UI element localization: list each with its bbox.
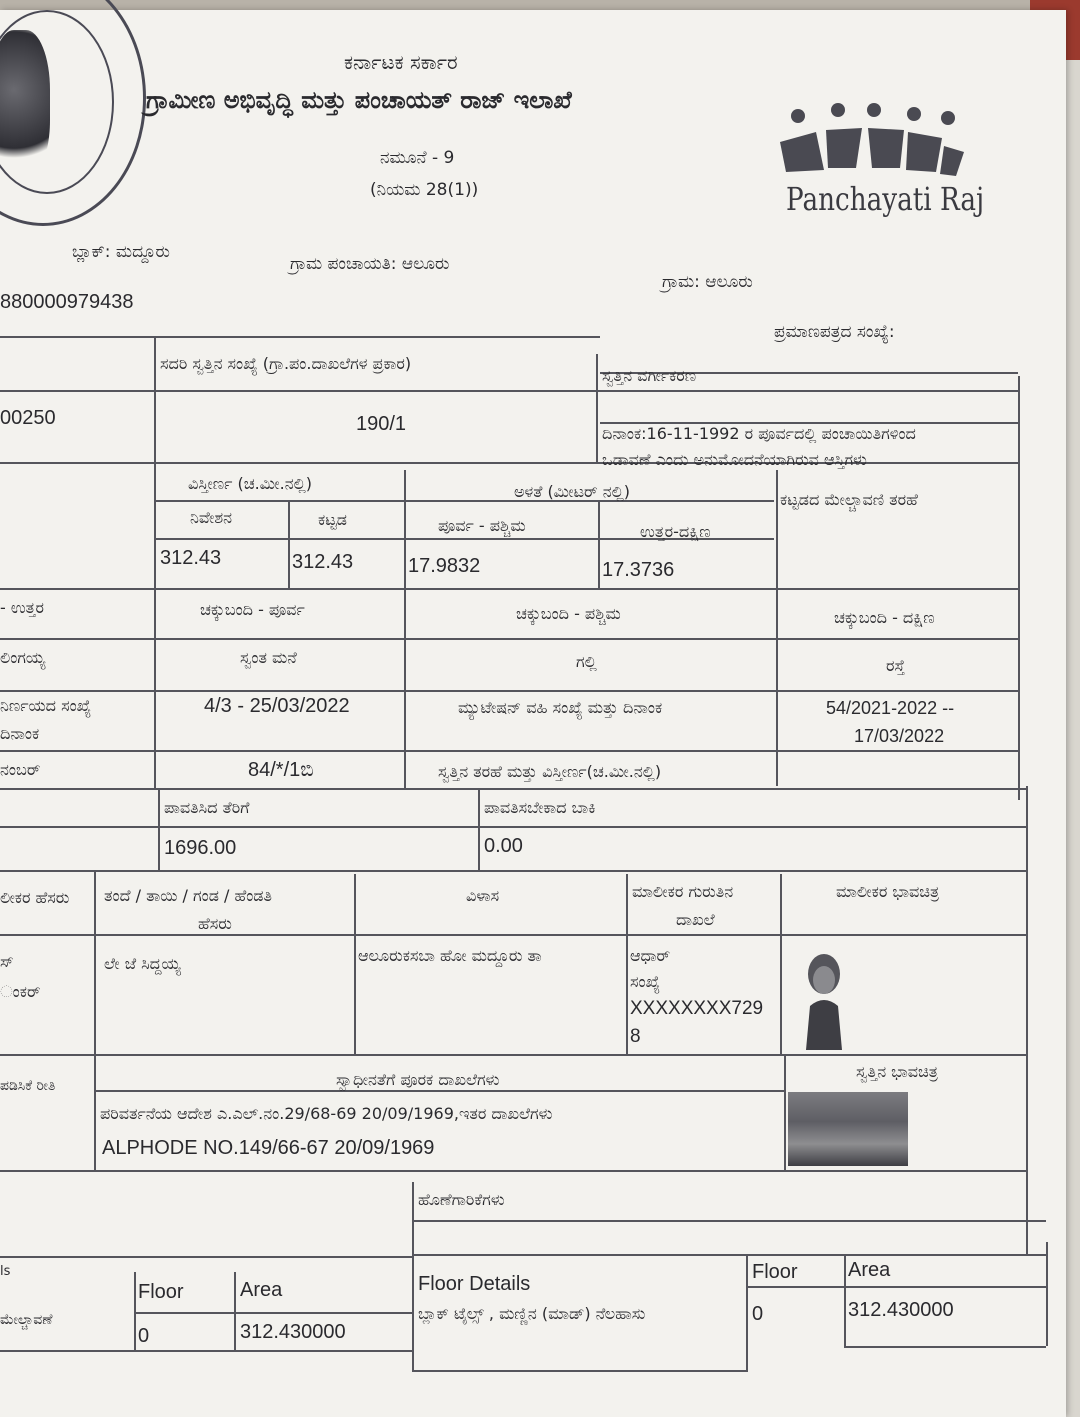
mutation-value-1: 54/2021-2022 -- — [826, 698, 955, 718]
grid-line — [0, 1256, 412, 1258]
rule-number: (ನಿಯಮ 28(1)) — [370, 180, 479, 200]
property-id: 880000979438 — [0, 291, 134, 313]
west-boundary-value: ಗಲ್ಲಿ — [576, 652, 597, 671]
acquisition-line-2: ALPHODE NO.149/66-67 20/09/1969 — [102, 1137, 435, 1159]
grid-line — [626, 874, 628, 1054]
owner-id-line-1: ಆಧಾರ್ — [630, 946, 671, 965]
roof-type-label: ಕಟ್ಟಡದ ಮೇಲ್ಚಾವಣಿ ತರಹೆ — [780, 490, 918, 509]
gram-panchayat-label: ಗ್ರಾಮ ಪಂಚಾಯತಿ: ಆಲೂರು — [290, 254, 450, 274]
east-boundary-value: ಸ್ವಂತ ಮನೆ — [240, 648, 297, 667]
mutation-value-2: 17/03/2022 — [854, 726, 945, 746]
property-photo-label: ಸ್ವತ್ತಿನ ಭಾವಚಿತ್ರ — [856, 1062, 938, 1081]
grid-line — [0, 934, 1026, 936]
grid-line — [134, 1312, 412, 1314]
document-page — [0, 10, 1066, 1417]
east-boundary-label: ಚಕ್ಕುಬಂದಿ - ಪೂರ್ವ — [200, 600, 305, 619]
property-type-label: ಸ್ವತ್ತಿನ ತರಹೆ ಮತ್ತು ವಿಸ್ತೀರ್ಣ(ಚ.ಮೀ.ನಲ್ಲಿ) — [438, 762, 662, 781]
north-south-value: 17.3736 — [602, 559, 675, 581]
west-boundary-label: ಚಕ್ಕುಬಂದಿ - ಪಶ್ಚಿಮ — [516, 604, 621, 623]
block-label: ಬ್ಲಾಕ್: ಮದ್ದೂರು — [72, 242, 170, 262]
owner-photo-label: ಮಾಲೀಕರ ಭಾವಚಿತ್ರ — [836, 882, 940, 901]
owner-name-part-2: ಂಕರ್ — [0, 982, 41, 1001]
north-boundary-label: - ಉತ್ತರ — [0, 598, 44, 617]
site-label: ನಿವೇಶನ — [190, 508, 233, 527]
owner-id-line-3: XXXXXXXX729 — [630, 998, 764, 1019]
logo-text: Panchayati Raj — [786, 180, 985, 218]
floor-header: Floor — [138, 1281, 184, 1303]
north-south-label: ಉತ್ತರ-ದಕ್ಷಿಣ — [640, 522, 711, 541]
grid-line — [412, 1182, 414, 1370]
resolution-label: ನಿರ್ಣಯದ ಸಂಖ್ಯೆ — [0, 696, 92, 715]
supporting-docs-label: ಸ್ವಾಧೀನತೆಗೆ ಪೂರಕ ದಾಖಲೆಗಳು — [336, 1070, 500, 1089]
tax-due-label: ಪಾವತಿಸಬೇಕಾದ ಬಾಕಿ — [484, 798, 596, 817]
floors-left-label-2: ಮೇಲ್ಚಾವಣೆ — [0, 1312, 53, 1328]
south-boundary-value: ರಸ್ತೆ — [886, 656, 905, 675]
grid-line — [234, 1272, 236, 1350]
grid-line — [0, 588, 1018, 590]
grid-line — [0, 870, 1026, 872]
grid-line — [0, 1170, 1026, 1172]
grid-line — [776, 470, 778, 786]
owner-address: ಆಲೂರುಕಸಬಾ ಹೋ ಮದ್ದೂರು ತಾ — [358, 946, 542, 965]
area-header: Area — [240, 1279, 283, 1301]
certificate-number-label: ಪ್ರಮಾಣಪತ್ರದ ಸಂಖ್ಯೆ: — [774, 322, 895, 342]
building-area-value: 312.43 — [292, 551, 354, 573]
classification-label: ಸ್ವತ್ತಿನ ವರ್ಗೀಕರಣ — [602, 366, 697, 385]
grid-line — [746, 1286, 1046, 1288]
grid-line — [94, 870, 96, 1170]
east-west-value: 17.9832 — [408, 555, 481, 577]
grid-line — [412, 1254, 1046, 1256]
property-number-label: ಸದರಿ ಸ್ವತ್ತಿನ ಸಂಖ್ಯೆ (ಗ್ರಾ.ಪಂ.ದಾಖಲೆಗಳ ಪ್ರಕಾರ) — [160, 354, 412, 373]
extent-label: ವಿಸ್ತೀರ್ಣ (ಚ.ಮೀ.ನಲ್ಲಿ) — [188, 474, 312, 493]
grid-line — [404, 470, 406, 790]
grid-line — [154, 500, 774, 502]
grid-line — [0, 788, 1026, 790]
owner-name-label: ಲೀಕರ ಹೆಸರು — [0, 888, 70, 907]
emblem-icon — [0, 30, 50, 180]
area-value-2: 312.430000 — [848, 1299, 954, 1321]
grid-line — [0, 336, 600, 338]
north-boundary-value: ಲಿಂಗಯ್ಯ — [0, 648, 46, 667]
classification-line-1: ದಿನಾಂಕ:16-11-1992 ರ ಪೂರ್ವದಲ್ಲಿ ಪಂಚಾಯಿತಿಗಳಿಂದ — [602, 424, 916, 443]
grid-line — [478, 788, 480, 870]
resolution-value: 4/3 - 25/03/2022 — [204, 695, 350, 717]
area-header-2: Area — [848, 1259, 891, 1281]
owner-id-line-4: 8 — [630, 1026, 641, 1047]
form-number: ನಮೂನೆ - 9 — [380, 148, 455, 168]
owner-photo — [800, 950, 848, 1050]
building-label: ಕಟ್ಟಡ — [318, 510, 347, 529]
grid-line — [0, 826, 1026, 828]
grid-line — [598, 500, 600, 588]
area-value: 312.430000 — [240, 1321, 346, 1343]
tax-paid-value: 1696.00 — [164, 837, 237, 859]
resolution-date-label: ದಿನಾಂಕ — [0, 724, 40, 743]
owner-name-part-1: ಸ್ — [0, 952, 14, 971]
property-photo — [788, 1092, 908, 1166]
grid-line — [844, 1254, 846, 1346]
survey-number-value: 84/*/1ಬಿ — [248, 759, 314, 781]
grid-line — [0, 1350, 412, 1352]
relation-label-2: ಹೆಸರು — [198, 914, 232, 933]
length-label: ಅಳತೆ (ಮೀಟರ್ ನಲ್ಲಿ) — [514, 482, 631, 501]
tax-paid-label: ಪಾವತಿಸಿದ ತೆರಿಗೆ — [164, 798, 250, 817]
grid-line — [844, 1346, 1046, 1348]
floor-details-value: ಬ್ಲಾಕ್ ಟೈಲ್ಸ್ , ಮಣ್ಣಿನ (ಮಾಡ್) ನೆಲಹಾಸು — [418, 1304, 646, 1323]
floor-header-2: Floor — [752, 1261, 798, 1283]
govt-title: ಕರ್ನಾಟಕ ಸರ್ಕಾರ — [344, 50, 458, 74]
left-code: 00250 — [0, 407, 56, 429]
grid-line — [288, 500, 290, 588]
address-label: ವಿಳಾಸ — [466, 886, 500, 905]
grid-line — [0, 390, 1018, 392]
grid-line — [1046, 1242, 1048, 1346]
mutation-label: ಮ್ಯುಟೇಷನ್ ವಹಿ ಸಂಖ್ಯೆ ಮತ್ತು ದಿನಾಂಕ — [458, 698, 663, 717]
owner-id-label-1: ಮಾಲೀಕರ ಗುರುತಿನ — [632, 882, 734, 901]
grid-line — [134, 1272, 136, 1350]
floor-details-header: Floor Details — [418, 1273, 531, 1295]
tax-due-value: 0.00 — [484, 835, 523, 857]
grid-line — [746, 1254, 748, 1370]
liabilities-label: ಹೊಣೆಗಾರಿಕೆಗಳು — [418, 1190, 505, 1209]
grid-line — [354, 874, 356, 1054]
grid-line — [784, 1054, 786, 1170]
property-number: 190/1 — [356, 413, 407, 435]
grid-line — [780, 874, 782, 1054]
panchayati-raj-logo — [776, 102, 966, 242]
classification-line-2: ಒಡಾವಣೆ ಎಂದು ಅನುಮೋದನೆಯಾಗಿರುವ ಆಸ್ತಿಗಳು — [602, 450, 867, 469]
survey-number-label: ನಂಬರ್ — [0, 760, 41, 779]
village-label: ಗ್ರಾಮ: ಆಲೂರು — [662, 272, 753, 292]
floor-value: 0 — [138, 1325, 150, 1347]
site-area-value: 312.43 — [160, 547, 222, 569]
grid-line — [1018, 376, 1020, 800]
grid-line — [154, 336, 156, 788]
grid-line — [0, 690, 1018, 692]
floors-left-label-1: ls — [0, 1264, 11, 1279]
grid-line — [0, 750, 1018, 752]
acquisition-label: ಪಡಿಸಿಕೆ ರೀತಿ — [0, 1078, 56, 1094]
south-boundary-label: ಚಕ್ಕುಬಂದಿ - ದಕ್ಷಿಣ — [834, 608, 935, 627]
east-west-label: ಪೂರ್ವ - ಪಶ್ಚಿಮ — [438, 516, 526, 535]
acquisition-line-1: ಪರಿವರ್ತನೆಯ ಆದೇಶ ಎ.ಎಲ್.ನಂ.29/68-69 20/09/1969,ಇತರ ದಾಖಲೆಗಳು — [100, 1104, 553, 1123]
dept-title: ಗ್ರಾಮೀಣ ಅಭಿವೃದ್ಧಿ ಮತ್ತು ಪಂಚಾಯತ್ ರಾಜ್ ಇಲಾಖೆ — [146, 86, 572, 114]
grid-line — [96, 1090, 786, 1092]
relation-name: ಲೇ ಜೆ ಸಿದ್ದಯ್ಯ — [104, 954, 181, 973]
owner-id-line-2: ಸಂಖ್ಯೆ — [630, 972, 661, 991]
grid-line — [412, 1220, 1046, 1222]
grid-line — [0, 1054, 1026, 1056]
grid-line — [1026, 786, 1028, 1256]
grid-line — [0, 638, 1018, 640]
owner-id-label-2: ದಾಖಲೆ — [676, 910, 715, 929]
relation-label-1: ತಂದೆ / ತಾಯಿ / ಗಂಡ / ಹೆಂಡತಿ — [104, 886, 272, 905]
grid-line — [596, 354, 598, 462]
grid-line — [158, 788, 160, 870]
grid-line — [412, 1370, 748, 1372]
floor-value-2: 0 — [752, 1303, 764, 1325]
